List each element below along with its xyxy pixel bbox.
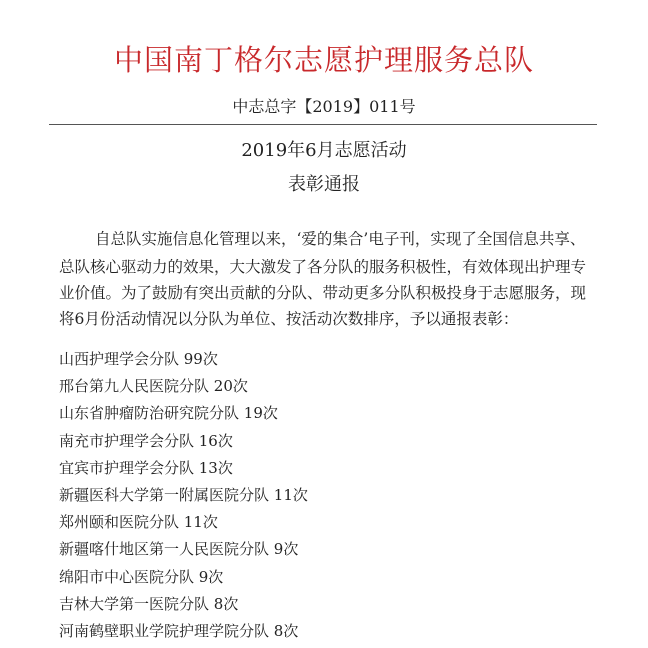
notice-subtitle: 表彰通报 — [288, 174, 360, 195]
body-paragraph-line: 将6月份活动情况以分队为单位、按活动次数排序，予以通报表彰： — [59, 310, 519, 328]
ranking-list-item: 新疆医科大学第一附属医院分队 11次 — [59, 485, 308, 504]
organization-title: 中国南丁格尔志愿护理服务总队 — [113, 43, 534, 77]
document-number: 中志总字【2019】011号 — [232, 97, 416, 116]
ranking-list-item: 南充市护理学会分队 16次 — [59, 431, 233, 450]
ranking-list-item: 邢台第九人民医院分队 20次 — [59, 377, 248, 396]
body-paragraph-line: 自总队实施信息化管理以来，‘爱的集合’电子刊，实现了全国信息共享、 — [95, 230, 586, 248]
body-paragraph-line: 总队核心驱动力的效果，大大激发了各分队的服务积极性，有效体现出护理专 — [59, 258, 587, 276]
notice-title: 2019年6月志愿活动 — [241, 140, 407, 161]
ranking-list — [59, 351, 619, 648]
body-paragraph-line: 业价值。为了鼓励有突出贡献的分队、带动更多分队积极投身于志愿服务，现 — [59, 284, 587, 302]
ranking-list-item: 郑州颐和医院分队 11次 — [59, 513, 218, 532]
ranking-list-item: 河南鹤壁职业学院护理学院分队 8次 — [59, 621, 299, 640]
ranking-list-item: 山西护理学会分队 99次 — [59, 350, 218, 368]
ranking-list-item: 宜宾市护理学会分队 13次 — [59, 458, 233, 477]
ranking-list-item: 绵阳市中心医院分队 9次 — [59, 567, 224, 586]
ranking-list-item: 吉林大学第一医院分队 8次 — [59, 594, 239, 613]
ranking-list-item: 山东省肿瘤防治研究院分队 19次 — [59, 404, 278, 423]
header-divider — [49, 124, 597, 125]
ranking-list-item: 新疆喀什地区第一人民医院分队 9次 — [59, 540, 299, 559]
